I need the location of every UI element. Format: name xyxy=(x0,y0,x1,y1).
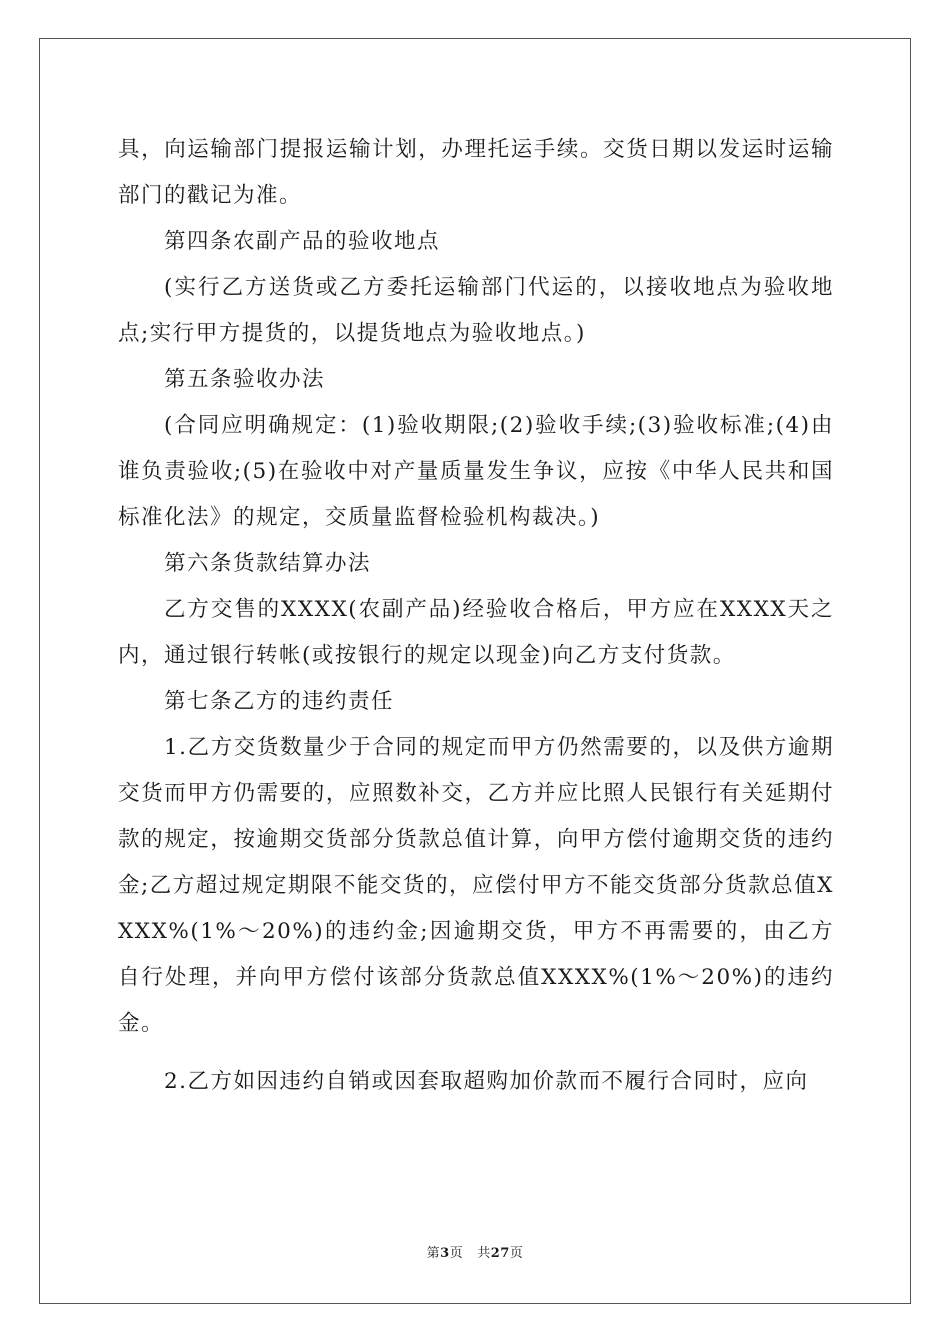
document-body xyxy=(118,127,834,1105)
paragraph-continuation: 具，向运输部门提报运输计划，办理托运手续。交货日期以发运时运输部门的戳记为准。 xyxy=(118,137,834,208)
article-4-body: (实行乙方送货或乙方委托运输部门代运的，以接收地点为验收地点;实行甲方提货的，以提货地点为验收地点。) xyxy=(118,275,834,346)
total-prefix: 共 xyxy=(477,1246,491,1261)
current-page-number: 3 xyxy=(440,1246,450,1261)
article-6-heading: 第六条货款结算办法 xyxy=(164,551,372,576)
article-5-body: (合同应明确规定：(1)验收期限;(2)验收手续;(3)验收标准;(4)由谁负责验收;(5)在验收中对产量质量发生争议，应按《中华人民共和国标准化法》的规定，交质量监督检验机构裁决。) xyxy=(118,413,834,530)
article-5-heading: 第五条验收办法 xyxy=(164,367,326,392)
article-4-heading: 第四条农副产品的验收地点 xyxy=(164,229,441,254)
page-prefix: 第 xyxy=(426,1246,441,1261)
article-7-heading: 第七条乙方的违约责任 xyxy=(164,689,395,714)
article-6-body: 乙方交售的XXXX(农副产品)经验收合格后，甲方应在XXXX天之内，通过银行转帐(或按银行的规定以现金)向乙方支付货款。 xyxy=(118,597,834,668)
page-footer xyxy=(0,1242,950,1261)
article-7-clause-2: 2.乙方如因违约自销或因套取超购加价款而不履行合同时，应向 xyxy=(164,1069,809,1094)
article-7-clause-1: 1.乙方交货数量少于合同的规定而甲方仍然需要的，以及供方逾期交货而甲方仍需要的，应照数补交，乙方并应比照人民银行有关延期付款的规定，按逾期交货部分货款总值计算，向甲方偿付逾期交货的违约金;乙方超过规定期限不能交货的，应偿付甲方不能交货部分货款总值XXXX%(1%～20%)的违约金;因逾期交货，甲方不再需要的，由乙方自行处理，并向甲方偿付该部分货款总值XXXX%(1%～20%)的违约金。 xyxy=(118,735,834,1036)
total-page-number: 27 xyxy=(490,1246,510,1261)
page-unit: 页 xyxy=(449,1246,464,1261)
total-unit: 页 xyxy=(509,1246,524,1261)
